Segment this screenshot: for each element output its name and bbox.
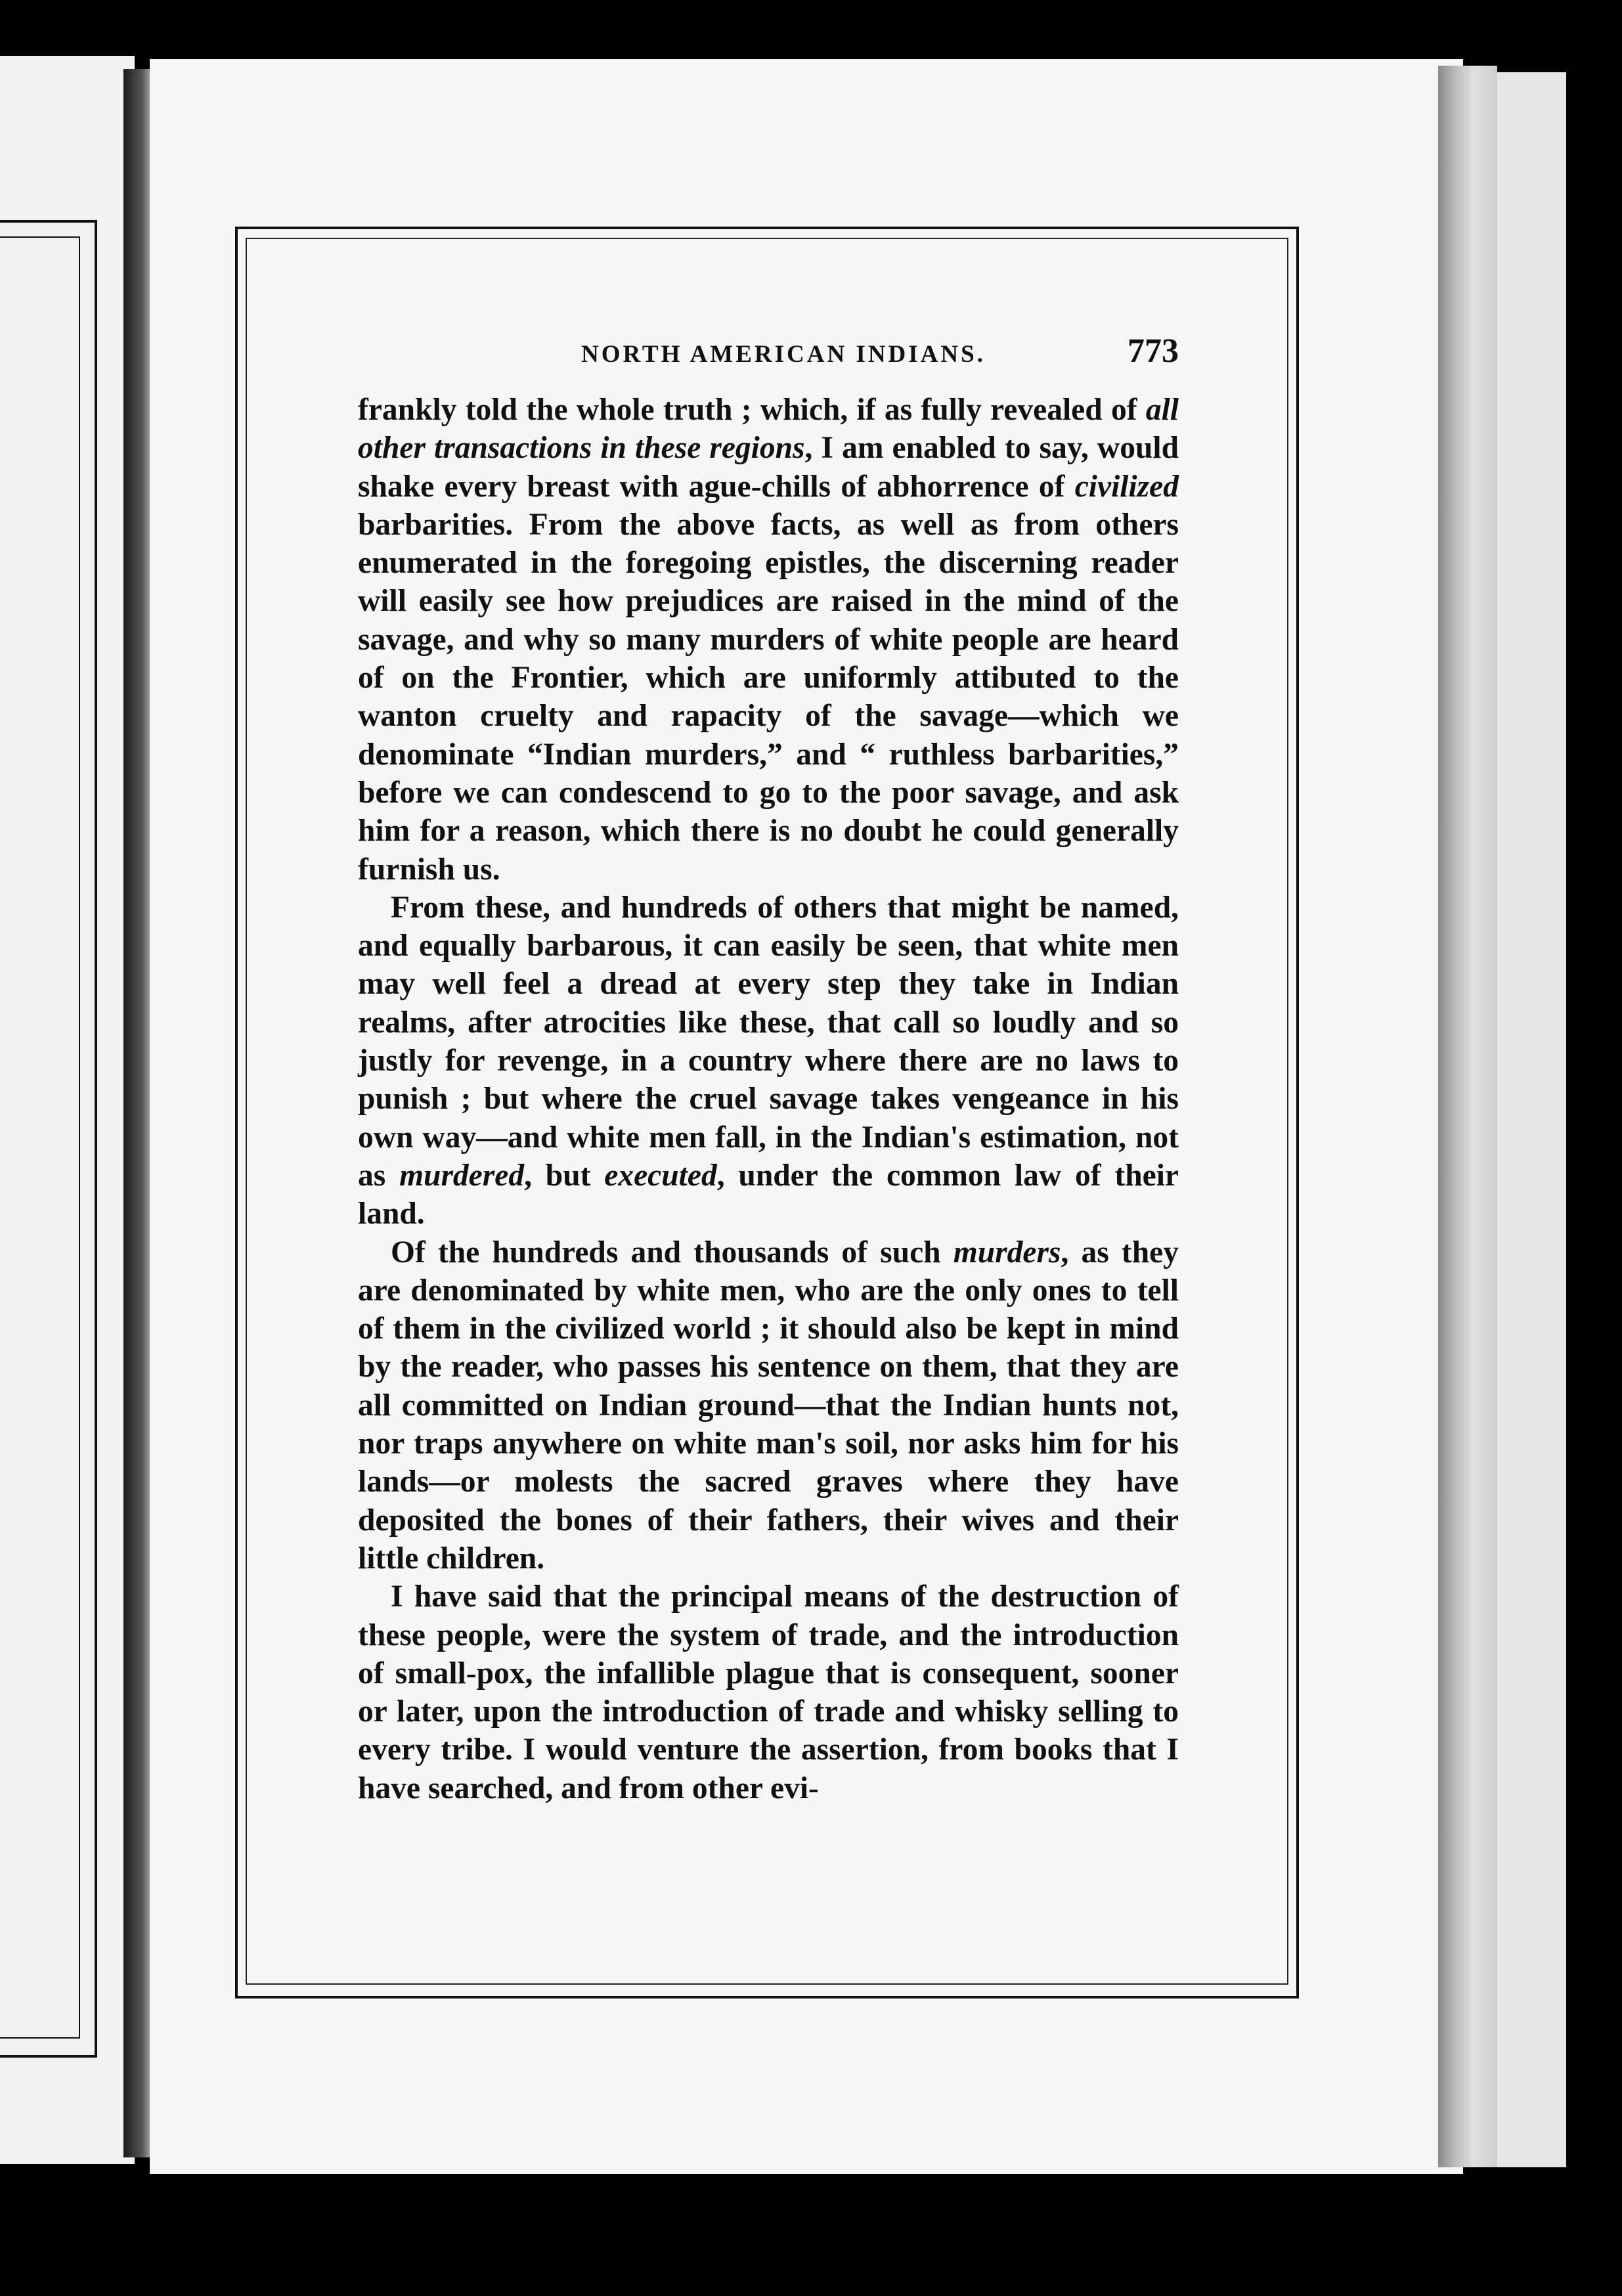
text-run: Of the hundreds and thousands of such bbox=[391, 1235, 953, 1269]
paragraph bbox=[358, 1578, 1179, 1807]
text-run: frankly told the whole truth ; which, if as fully revealed of bbox=[358, 393, 1146, 427]
text-run: From these, and hundreds of others that might be named, and equally barbarous, it can easily be seen, that white men may well feel a dread at every step they take in Indian realms, after atrocities like these, that call so loudly and so justly for revenge, in a country where there are no laws to punish ; but where the cruel savage takes vengeance in his own way—and white men fall, in the Indian's estimation, not as bbox=[358, 890, 1179, 1193]
paragraph bbox=[358, 391, 1179, 889]
running-title: NORTH AMERICAN INDIANS. bbox=[581, 341, 986, 368]
book-gutter bbox=[123, 69, 150, 2157]
page-stack-edge bbox=[1438, 66, 1497, 2167]
text-run: , I am enabled to say, would shake every breast with ague-chills of abhorrence of bbox=[358, 431, 1179, 504]
paragraph bbox=[358, 1233, 1179, 1578]
italic-text: murdered bbox=[399, 1158, 525, 1193]
next-page-edge bbox=[1497, 72, 1566, 2167]
running-header bbox=[358, 332, 1179, 370]
previous-page-border-inner bbox=[0, 236, 80, 2039]
body-text bbox=[358, 391, 1179, 1807]
text-run: , but bbox=[524, 1158, 605, 1193]
page-number: 773 bbox=[1128, 332, 1179, 370]
text-run: I have said that the principal means of the destruction of these people, were the system of trade, and the introduction of small-pox, the infallible plague that is consequent, sooner or later, upon the introduction of trade and whisky selling to every tribe. I would venture the assertion, from books that I have searched, and from other evi- bbox=[358, 1579, 1179, 1805]
text-run: , as they are denominated by white men, who are the only ones to tell of them in the civilized world ; it should also be kept in mind by the reader, who passes his sentence on them, that they are all committed on Indian ground—that the Indian hunts not, nor traps anywhere on white man's soil, nor asks him for his lands—or molests the sacred graves where they have deposited the bones of their fathers, their wives and their little children. bbox=[358, 1235, 1179, 1576]
previous-page-edge bbox=[0, 56, 135, 2164]
text-run: , under the common law of their land. bbox=[358, 1158, 1179, 1231]
paragraph bbox=[358, 889, 1179, 1233]
italic-text: all other transactions in these regions bbox=[358, 393, 1179, 466]
italic-text: murders bbox=[953, 1235, 1061, 1269]
text-run: barbarities. From the above facts, as well as from others enumerated in the foregoing epistles, the discerning reader will easily see how prejudices are raised in the mind of the savage, and why so many murders of white people are heard of on the Frontier, which are uniformly attibuted to the wanton cruelty and rapacity of the savage—which we denominate “Indian murders,” and “ ruthless barbarities,” before we can condescend to go to the poor savage, and ask him for a reason, which there is no doubt he could generally furnish us. bbox=[358, 507, 1179, 887]
italic-text: civilized bbox=[1074, 469, 1179, 504]
italic-text: executed bbox=[604, 1158, 717, 1193]
